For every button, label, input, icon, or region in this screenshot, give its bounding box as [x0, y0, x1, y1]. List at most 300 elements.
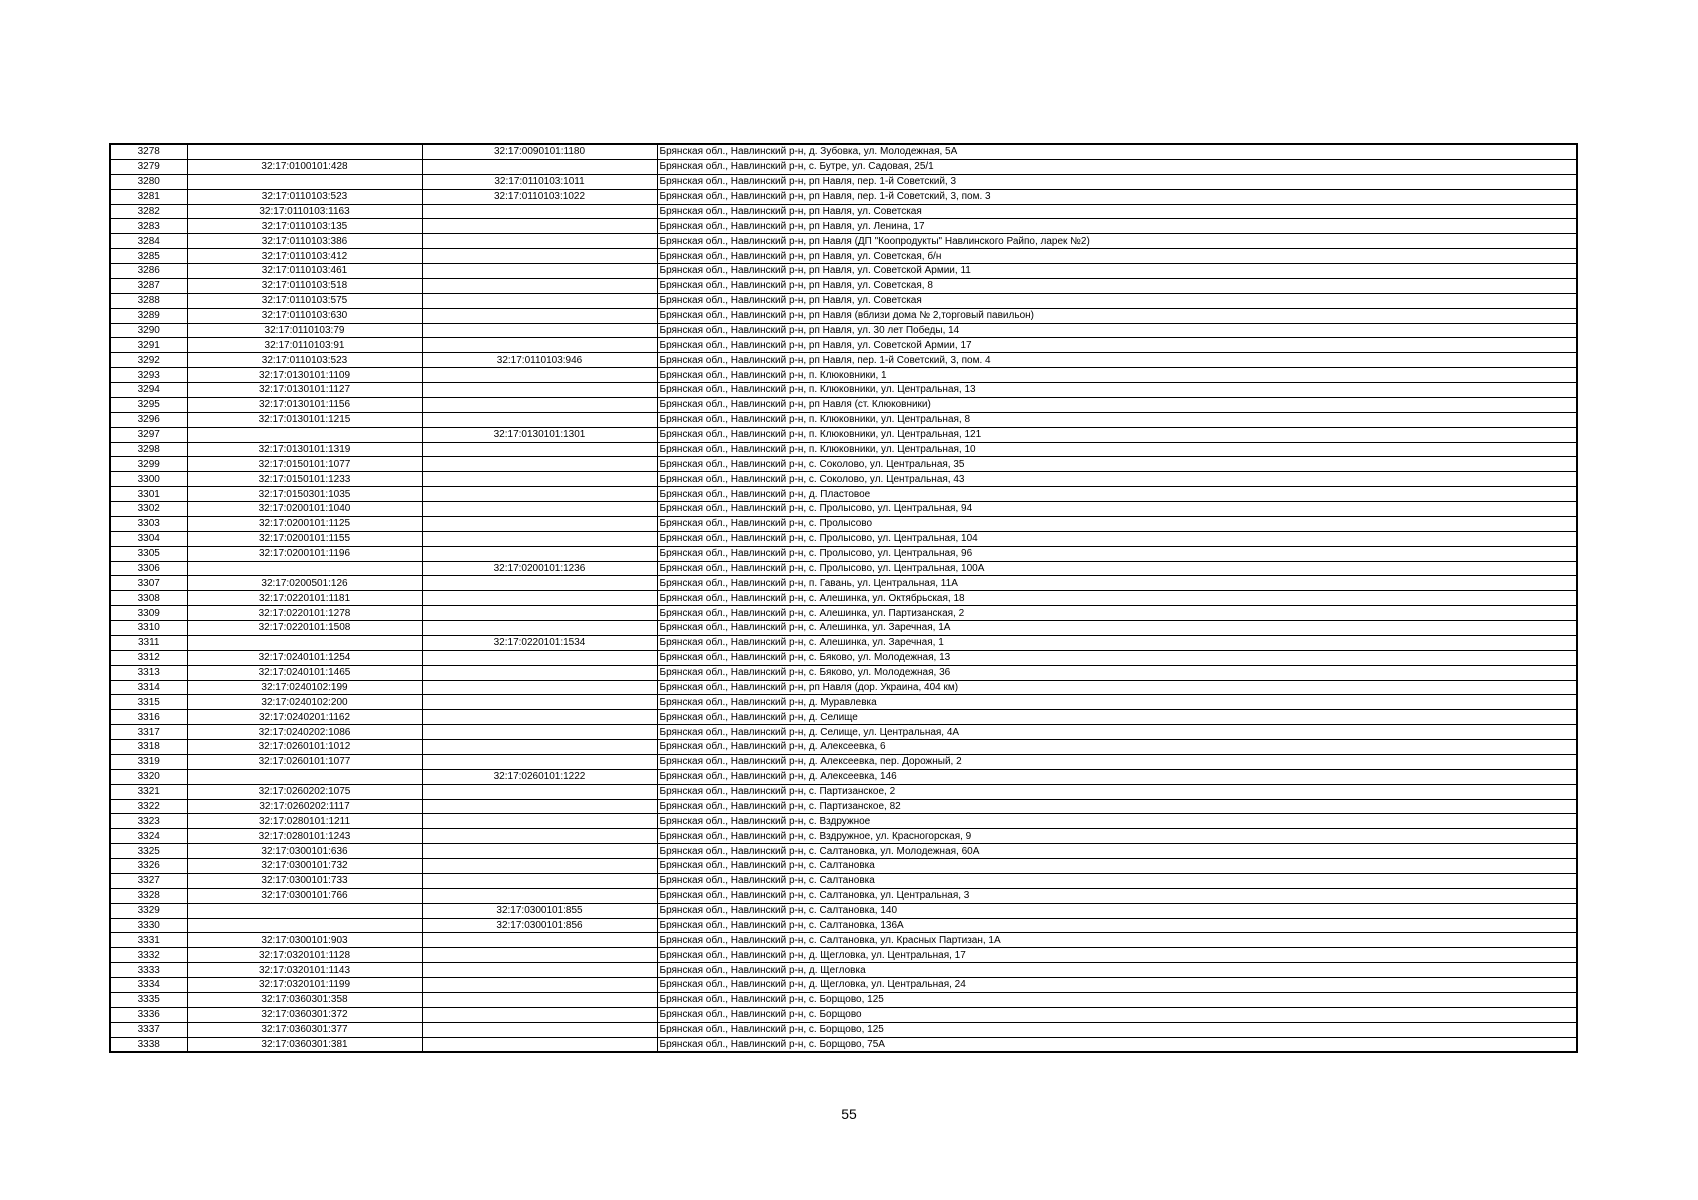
table-row — [110, 234, 1577, 249]
related-cadastral-number-cell — [422, 204, 657, 219]
table-row — [110, 1022, 1577, 1037]
row-number-cell: 3307 — [110, 576, 187, 591]
table-row — [110, 784, 1577, 799]
table-row — [110, 516, 1577, 531]
address-cell: Брянская обл., Навлинский р-н, с. Партизанское, 2 — [657, 784, 1577, 799]
cadastral-number-cell: 32:17:0240102:200 — [187, 695, 422, 710]
cadastral-number-cell: 32:17:0300101:732 — [187, 859, 422, 874]
address-cell: Брянская обл., Навлинский р-н, д. Алексеевка, 146 — [657, 769, 1577, 784]
related-cadastral-number-cell — [422, 293, 657, 308]
address-cell: Брянская обл., Навлинский р-н, рп Навля, ул. Советская — [657, 293, 1577, 308]
related-cadastral-number-cell — [422, 799, 657, 814]
cadastral-number-cell: 32:17:0110103:523 — [187, 189, 422, 204]
cadastral-number-cell: 32:17:0280101:1211 — [187, 814, 422, 829]
row-number-cell: 3293 — [110, 368, 187, 383]
table-row — [110, 978, 1577, 993]
cadastral-number-cell — [187, 174, 422, 189]
cadastral-number-cell — [187, 144, 422, 159]
address-cell: Брянская обл., Навлинский р-н, п. Клюковники, ул. Центральная, 10 — [657, 442, 1577, 457]
row-number-cell: 3282 — [110, 204, 187, 219]
row-number-cell: 3333 — [110, 963, 187, 978]
row-number-cell: 3288 — [110, 293, 187, 308]
address-cell: Брянская обл., Навлинский р-н, рп Навля, ул. Ленина, 17 — [657, 219, 1577, 234]
related-cadastral-number-cell — [422, 323, 657, 338]
related-cadastral-number-cell — [422, 829, 657, 844]
table-row — [110, 918, 1577, 933]
row-number-cell: 3317 — [110, 725, 187, 740]
related-cadastral-number-cell — [422, 963, 657, 978]
row-number-cell: 3320 — [110, 769, 187, 784]
related-cadastral-number-cell — [422, 1022, 657, 1037]
address-cell: Брянская обл., Навлинский р-н, с. Салтановка, ул. Молодежная, 60А — [657, 844, 1577, 859]
related-cadastral-number-cell — [422, 383, 657, 398]
address-cell: Брянская обл., Навлинский р-н, рп Навля (ДП "Коопродукты" Навлинского Райпо, ларек №2) — [657, 234, 1577, 249]
row-number-cell: 3329 — [110, 903, 187, 918]
address-cell: Брянская обл., Навлинский р-н, с. Пролысово, ул. Центральная, 96 — [657, 546, 1577, 561]
row-number-cell: 3310 — [110, 621, 187, 636]
cadastral-number-cell: 32:17:0110103:575 — [187, 293, 422, 308]
table-row — [110, 873, 1577, 888]
address-cell: Брянская обл., Навлинский р-н, рп Навля, ул. Советская — [657, 204, 1577, 219]
cadastral-number-cell: 32:17:0320101:1143 — [187, 963, 422, 978]
cadastral-number-cell: 32:17:0240101:1465 — [187, 665, 422, 680]
related-cadastral-number-cell — [422, 264, 657, 279]
address-cell: Брянская обл., Навлинский р-н, рп Навля, пер. 1-й Советский, 3, пом. 3 — [657, 189, 1577, 204]
cadastral-number-cell: 32:17:0320101:1199 — [187, 978, 422, 993]
address-cell: Брянская обл., Навлинский р-н, с. Салтановка, 140 — [657, 903, 1577, 918]
cadastral-number-cell: 32:17:0150101:1233 — [187, 472, 422, 487]
row-number-cell: 3338 — [110, 1037, 187, 1052]
row-number-cell: 3305 — [110, 546, 187, 561]
related-cadastral-number-cell — [422, 159, 657, 174]
address-cell: Брянская обл., Навлинский р-н, д. Селище — [657, 710, 1577, 725]
row-number-cell: 3299 — [110, 457, 187, 472]
address-cell: Брянская обл., Навлинский р-н, рп Навля, пер. 1-й Советский, 3 — [657, 174, 1577, 189]
address-cell: Брянская обл., Навлинский р-н, с. Соколово, ул. Центральная, 35 — [657, 457, 1577, 472]
address-cell: Брянская обл., Навлинский р-н, рп Навля, ул. Советская, б/н — [657, 249, 1577, 264]
address-cell: Брянская обл., Навлинский р-н, с. Вздружное — [657, 814, 1577, 829]
row-number-cell: 3294 — [110, 383, 187, 398]
row-number-cell: 3319 — [110, 754, 187, 769]
address-cell: Брянская обл., Навлинский р-н, с. Салтановка, 136А — [657, 918, 1577, 933]
address-cell: Брянская обл., Навлинский р-н, рп Навля (вблизи дома № 2,торговый павильон) — [657, 308, 1577, 323]
row-number-cell: 3301 — [110, 487, 187, 502]
address-cell: Брянская обл., Навлинский р-н, с. Пролысово — [657, 516, 1577, 531]
related-cadastral-number-cell — [422, 516, 657, 531]
address-cell: Брянская обл., Навлинский р-н, д. Щегловка — [657, 963, 1577, 978]
table-row — [110, 219, 1577, 234]
address-cell: Брянская обл., Навлинский р-н, с. Алешинка, ул. Партизанская, 2 — [657, 606, 1577, 621]
table-row — [110, 531, 1577, 546]
related-cadastral-number-cell — [422, 1007, 657, 1022]
related-cadastral-number-cell — [422, 338, 657, 353]
address-cell: Брянская обл., Навлинский р-н, п. Клюковники, 1 — [657, 368, 1577, 383]
cadastral-number-cell: 32:17:0220101:1508 — [187, 621, 422, 636]
table-row — [110, 888, 1577, 903]
related-cadastral-number-cell — [422, 621, 657, 636]
cadastral-number-cell: 32:17:0300101:766 — [187, 888, 422, 903]
related-cadastral-number-cell: 32:17:0130101:1301 — [422, 427, 657, 442]
row-number-cell: 3321 — [110, 784, 187, 799]
table-row — [110, 948, 1577, 963]
table-row — [110, 710, 1577, 725]
cadastral-number-cell: 32:17:0110103:630 — [187, 308, 422, 323]
row-number-cell: 3311 — [110, 635, 187, 650]
table-row — [110, 606, 1577, 621]
cadastral-number-cell: 32:17:0360301:381 — [187, 1037, 422, 1052]
row-number-cell: 3334 — [110, 978, 187, 993]
row-number-cell: 3279 — [110, 159, 187, 174]
table-row — [110, 591, 1577, 606]
row-number-cell: 3326 — [110, 859, 187, 874]
cadastral-number-cell: 32:17:0240102:199 — [187, 680, 422, 695]
cadastral-number-cell: 32:17:0200101:1196 — [187, 546, 422, 561]
cadastral-number-cell — [187, 427, 422, 442]
address-cell: Брянская обл., Навлинский р-н, с. Алешинка, ул. Заречная, 1А — [657, 621, 1577, 636]
table-row — [110, 278, 1577, 293]
related-cadastral-number-cell — [422, 680, 657, 695]
related-cadastral-number-cell — [422, 412, 657, 427]
table-row — [110, 561, 1577, 576]
row-number-cell: 3306 — [110, 561, 187, 576]
address-cell: Брянская обл., Навлинский р-н, д. Алексеевка, пер. Дорожный, 2 — [657, 754, 1577, 769]
table-row — [110, 992, 1577, 1007]
related-cadastral-number-cell — [422, 1037, 657, 1052]
related-cadastral-number-cell — [422, 754, 657, 769]
address-cell: Брянская обл., Навлинский р-н, рп Навля, ул. Советской Армии, 11 — [657, 264, 1577, 279]
table-row — [110, 665, 1577, 680]
cadastral-number-cell: 32:17:0110103:461 — [187, 264, 422, 279]
row-number-cell: 3284 — [110, 234, 187, 249]
address-cell: Брянская обл., Навлинский р-н, д. Щегловка, ул. Центральная, 17 — [657, 948, 1577, 963]
table-row — [110, 264, 1577, 279]
related-cadastral-number-cell — [422, 576, 657, 591]
row-number-cell: 3300 — [110, 472, 187, 487]
cadastral-number-cell: 32:17:0360301:377 — [187, 1022, 422, 1037]
related-cadastral-number-cell — [422, 710, 657, 725]
cadastral-number-cell: 32:17:0130101:1215 — [187, 412, 422, 427]
row-number-cell: 3289 — [110, 308, 187, 323]
address-cell: Брянская обл., Навлинский р-н, д. Пластовое — [657, 487, 1577, 502]
table-row — [110, 754, 1577, 769]
row-number-cell: 3291 — [110, 338, 187, 353]
row-number-cell: 3303 — [110, 516, 187, 531]
address-cell: Брянская обл., Навлинский р-н, с. Пролысово, ул. Центральная, 100А — [657, 561, 1577, 576]
table-row — [110, 368, 1577, 383]
row-number-cell: 3318 — [110, 740, 187, 755]
table-row — [110, 680, 1577, 695]
row-number-cell: 3336 — [110, 1007, 187, 1022]
cadastral-number-cell: 32:17:0130101:1156 — [187, 397, 422, 412]
table-row — [110, 323, 1577, 338]
address-cell: Брянская обл., Навлинский р-н, рп Навля (ст. Клюковники) — [657, 397, 1577, 412]
table-row — [110, 502, 1577, 517]
cadastral-number-cell: 32:17:0260101:1077 — [187, 754, 422, 769]
registry-table — [109, 143, 1578, 1053]
cadastral-number-cell: 32:17:0200101:1155 — [187, 531, 422, 546]
table-row — [110, 769, 1577, 784]
cadastral-number-cell: 32:17:0110103:518 — [187, 278, 422, 293]
cadastral-number-cell: 32:17:0150301:1035 — [187, 487, 422, 502]
table-row — [110, 353, 1577, 368]
cadastral-number-cell: 32:17:0110103:523 — [187, 353, 422, 368]
address-cell: Брянская обл., Навлинский р-н, с. Вздружное, ул. Красногорская, 9 — [657, 829, 1577, 844]
table-row — [110, 635, 1577, 650]
row-number-cell: 3315 — [110, 695, 187, 710]
table-row — [110, 442, 1577, 457]
row-number-cell: 3278 — [110, 144, 187, 159]
related-cadastral-number-cell — [422, 308, 657, 323]
cadastral-number-cell: 32:17:0240202:1086 — [187, 725, 422, 740]
row-number-cell: 3316 — [110, 710, 187, 725]
table-row — [110, 650, 1577, 665]
cadastral-number-cell: 32:17:0300101:636 — [187, 844, 422, 859]
table-row — [110, 621, 1577, 636]
row-number-cell: 3313 — [110, 665, 187, 680]
address-cell: Брянская обл., Навлинский р-н, с. Бутре, ул. Садовая, 25/1 — [657, 159, 1577, 174]
related-cadastral-number-cell: 32:17:0110103:946 — [422, 353, 657, 368]
table-row — [110, 397, 1577, 412]
table-row — [110, 963, 1577, 978]
table-row — [110, 799, 1577, 814]
related-cadastral-number-cell — [422, 397, 657, 412]
cadastral-number-cell — [187, 561, 422, 576]
related-cadastral-number-cell — [422, 234, 657, 249]
row-number-cell: 3283 — [110, 219, 187, 234]
address-cell: Брянская обл., Навлинский р-н, рп Навля, ул. 30 лет Победы, 14 — [657, 323, 1577, 338]
related-cadastral-number-cell — [422, 948, 657, 963]
row-number-cell: 3323 — [110, 814, 187, 829]
cadastral-number-cell: 32:17:0240201:1162 — [187, 710, 422, 725]
address-cell: Брянская обл., Навлинский р-н, рп Навля, пер. 1-й Советский, 3, пом. 4 — [657, 353, 1577, 368]
related-cadastral-number-cell — [422, 844, 657, 859]
row-number-cell: 3297 — [110, 427, 187, 442]
cadastral-number-cell — [187, 769, 422, 784]
cadastral-number-cell: 32:17:0220101:1278 — [187, 606, 422, 621]
address-cell: Брянская обл., Навлинский р-н, с. Бяково, ул. Молодежная, 36 — [657, 665, 1577, 680]
row-number-cell: 3286 — [110, 264, 187, 279]
cadastral-number-cell: 32:17:0110103:91 — [187, 338, 422, 353]
related-cadastral-number-cell — [422, 457, 657, 472]
row-number-cell: 3324 — [110, 829, 187, 844]
table-row — [110, 383, 1577, 398]
address-cell: Брянская обл., Навлинский р-н, п. Гавань, ул. Центральная, 11А — [657, 576, 1577, 591]
cadastral-number-cell: 32:17:0360301:358 — [187, 992, 422, 1007]
table-row — [110, 189, 1577, 204]
row-number-cell: 3298 — [110, 442, 187, 457]
related-cadastral-number-cell: 32:17:0300101:856 — [422, 918, 657, 933]
table-row — [110, 1037, 1577, 1052]
address-cell: Брянская обл., Навлинский р-н, с. Салтановка — [657, 859, 1577, 874]
related-cadastral-number-cell — [422, 992, 657, 1007]
cadastral-number-cell — [187, 903, 422, 918]
related-cadastral-number-cell — [422, 725, 657, 740]
table-row — [110, 725, 1577, 740]
cadastral-number-cell: 32:17:0220101:1181 — [187, 591, 422, 606]
address-cell: Брянская обл., Навлинский р-н, п. Клюковники, ул. Центральная, 121 — [657, 427, 1577, 442]
table-row — [110, 903, 1577, 918]
address-cell: Брянская обл., Навлинский р-н, с. Борщово — [657, 1007, 1577, 1022]
cadastral-number-cell: 32:17:0300101:733 — [187, 873, 422, 888]
cadastral-number-cell: 32:17:0360301:372 — [187, 1007, 422, 1022]
address-cell: Брянская обл., Навлинский р-н, с. Алешинка, ул. Заречная, 1 — [657, 635, 1577, 650]
address-cell: Брянская обл., Навлинский р-н, рп Навля, ул. Советская, 8 — [657, 278, 1577, 293]
row-number-cell: 3290 — [110, 323, 187, 338]
row-number-cell: 3296 — [110, 412, 187, 427]
row-number-cell: 3308 — [110, 591, 187, 606]
related-cadastral-number-cell — [422, 933, 657, 948]
table-row — [110, 249, 1577, 264]
registry-table-body — [110, 144, 1577, 1052]
related-cadastral-number-cell: 32:17:0300101:855 — [422, 903, 657, 918]
cadastral-number-cell: 32:17:0260202:1075 — [187, 784, 422, 799]
cadastral-number-cell: 32:17:0200501:126 — [187, 576, 422, 591]
address-cell: Брянская обл., Навлинский р-н, рп Навля (дор. Украина, 404 км) — [657, 680, 1577, 695]
related-cadastral-number-cell — [422, 873, 657, 888]
related-cadastral-number-cell — [422, 472, 657, 487]
cadastral-number-cell: 32:17:0260202:1117 — [187, 799, 422, 814]
address-cell: Брянская обл., Навлинский р-н, с. Бяково, ул. Молодежная, 13 — [657, 650, 1577, 665]
cadastral-number-cell: 32:17:0200101:1040 — [187, 502, 422, 517]
table-row — [110, 859, 1577, 874]
address-cell: Брянская обл., Навлинский р-н, с. Борщово, 75А — [657, 1037, 1577, 1052]
related-cadastral-number-cell — [422, 487, 657, 502]
related-cadastral-number-cell — [422, 546, 657, 561]
cadastral-number-cell: 32:17:0280101:1243 — [187, 829, 422, 844]
related-cadastral-number-cell — [422, 695, 657, 710]
row-number-cell: 3304 — [110, 531, 187, 546]
related-cadastral-number-cell — [422, 249, 657, 264]
table-row — [110, 1007, 1577, 1022]
cadastral-number-cell: 32:17:0110103:79 — [187, 323, 422, 338]
related-cadastral-number-cell — [422, 814, 657, 829]
address-cell: Брянская обл., Навлинский р-н, с. Борщово, 125 — [657, 992, 1577, 1007]
table-row — [110, 159, 1577, 174]
address-cell: Брянская обл., Навлинский р-н, д. Зубовка, ул. Молодежная, 5А — [657, 144, 1577, 159]
table-row — [110, 457, 1577, 472]
table-row — [110, 204, 1577, 219]
cadastral-number-cell: 32:17:0110103:386 — [187, 234, 422, 249]
row-number-cell: 3295 — [110, 397, 187, 412]
row-number-cell: 3281 — [110, 189, 187, 204]
cadastral-number-cell: 32:17:0240101:1254 — [187, 650, 422, 665]
address-cell: Брянская обл., Навлинский р-н, рп Навля, ул. Советской Армии, 17 — [657, 338, 1577, 353]
table-row — [110, 695, 1577, 710]
table-row — [110, 174, 1577, 189]
related-cadastral-number-cell: 32:17:0220101:1534 — [422, 635, 657, 650]
row-number-cell: 3335 — [110, 992, 187, 1007]
related-cadastral-number-cell — [422, 665, 657, 680]
cadastral-number-cell: 32:17:0110103:135 — [187, 219, 422, 234]
row-number-cell: 3302 — [110, 502, 187, 517]
cadastral-number-cell — [187, 918, 422, 933]
cadastral-number-cell: 32:17:0320101:1128 — [187, 948, 422, 963]
related-cadastral-number-cell: 32:17:0090101:1180 — [422, 144, 657, 159]
row-number-cell: 3325 — [110, 844, 187, 859]
row-number-cell: 3314 — [110, 680, 187, 695]
address-cell: Брянская обл., Навлинский р-н, с. Борщово, 125 — [657, 1022, 1577, 1037]
address-cell: Брянская обл., Навлинский р-н, с. Пролысово, ул. Центральная, 94 — [657, 502, 1577, 517]
related-cadastral-number-cell — [422, 650, 657, 665]
address-cell: Брянская обл., Навлинский р-н, с. Пролысово, ул. Центральная, 104 — [657, 531, 1577, 546]
cadastral-number-cell: 32:17:0110103:412 — [187, 249, 422, 264]
address-cell: Брянская обл., Навлинский р-н, п. Клюковники, ул. Центральная, 8 — [657, 412, 1577, 427]
address-cell: Брянская обл., Навлинский р-н, с. Салтановка, ул. Красных Партизан, 1А — [657, 933, 1577, 948]
address-cell: Брянская обл., Навлинский р-н, с. Партизанское, 82 — [657, 799, 1577, 814]
cadastral-number-cell: 32:17:0110103:1163 — [187, 204, 422, 219]
row-number-cell: 3322 — [110, 799, 187, 814]
cadastral-number-cell: 32:17:0300101:903 — [187, 933, 422, 948]
related-cadastral-number-cell: 32:17:0110103:1011 — [422, 174, 657, 189]
table-row — [110, 308, 1577, 323]
table-row — [110, 293, 1577, 308]
cadastral-number-cell: 32:17:0100101:428 — [187, 159, 422, 174]
related-cadastral-number-cell — [422, 740, 657, 755]
address-cell: Брянская обл., Навлинский р-н, с. Алешинка, ул. Октябрьская, 18 — [657, 591, 1577, 606]
related-cadastral-number-cell — [422, 368, 657, 383]
related-cadastral-number-cell — [422, 888, 657, 903]
related-cadastral-number-cell — [422, 591, 657, 606]
address-cell: Брянская обл., Навлинский р-н, с. Соколово, ул. Центральная, 43 — [657, 472, 1577, 487]
row-number-cell: 3337 — [110, 1022, 187, 1037]
address-cell: Брянская обл., Навлинский р-н, д. Щегловка, ул. Центральная, 24 — [657, 978, 1577, 993]
table-row — [110, 844, 1577, 859]
related-cadastral-number-cell — [422, 859, 657, 874]
table-row — [110, 933, 1577, 948]
table-row — [110, 487, 1577, 502]
cadastral-number-cell: 32:17:0150101:1077 — [187, 457, 422, 472]
table-row — [110, 412, 1577, 427]
row-number-cell: 3292 — [110, 353, 187, 368]
address-cell: Брянская обл., Навлинский р-н, д. Селище, ул. Центральная, 4А — [657, 725, 1577, 740]
cadastral-number-cell: 32:17:0130101:1109 — [187, 368, 422, 383]
row-number-cell: 3312 — [110, 650, 187, 665]
related-cadastral-number-cell — [422, 442, 657, 457]
table-row — [110, 338, 1577, 353]
row-number-cell: 3331 — [110, 933, 187, 948]
row-number-cell: 3287 — [110, 278, 187, 293]
table-row — [110, 576, 1577, 591]
row-number-cell: 3327 — [110, 873, 187, 888]
address-cell: Брянская обл., Навлинский р-н, с. Салтановка — [657, 873, 1577, 888]
table-row — [110, 829, 1577, 844]
row-number-cell: 3328 — [110, 888, 187, 903]
cadastral-number-cell: 32:17:0200101:1125 — [187, 516, 422, 531]
related-cadastral-number-cell — [422, 606, 657, 621]
page-number: 55 — [841, 1106, 857, 1122]
table-row — [110, 740, 1577, 755]
related-cadastral-number-cell — [422, 219, 657, 234]
address-cell: Брянская обл., Навлинский р-н, д. Алексеевка, 6 — [657, 740, 1577, 755]
row-number-cell: 3285 — [110, 249, 187, 264]
table-row — [110, 144, 1577, 159]
row-number-cell: 3280 — [110, 174, 187, 189]
row-number-cell: 3332 — [110, 948, 187, 963]
row-number-cell: 3309 — [110, 606, 187, 621]
related-cadastral-number-cell: 32:17:0200101:1236 — [422, 561, 657, 576]
related-cadastral-number-cell: 32:17:0260101:1222 — [422, 769, 657, 784]
cadastral-number-cell — [187, 635, 422, 650]
row-number-cell: 3330 — [110, 918, 187, 933]
address-cell: Брянская обл., Навлинский р-н, д. Муравлевка — [657, 695, 1577, 710]
related-cadastral-number-cell — [422, 784, 657, 799]
table-row — [110, 546, 1577, 561]
table-row — [110, 814, 1577, 829]
table-row — [110, 472, 1577, 487]
related-cadastral-number-cell — [422, 531, 657, 546]
cadastral-number-cell: 32:17:0130101:1319 — [187, 442, 422, 457]
related-cadastral-number-cell: 32:17:0110103:1022 — [422, 189, 657, 204]
